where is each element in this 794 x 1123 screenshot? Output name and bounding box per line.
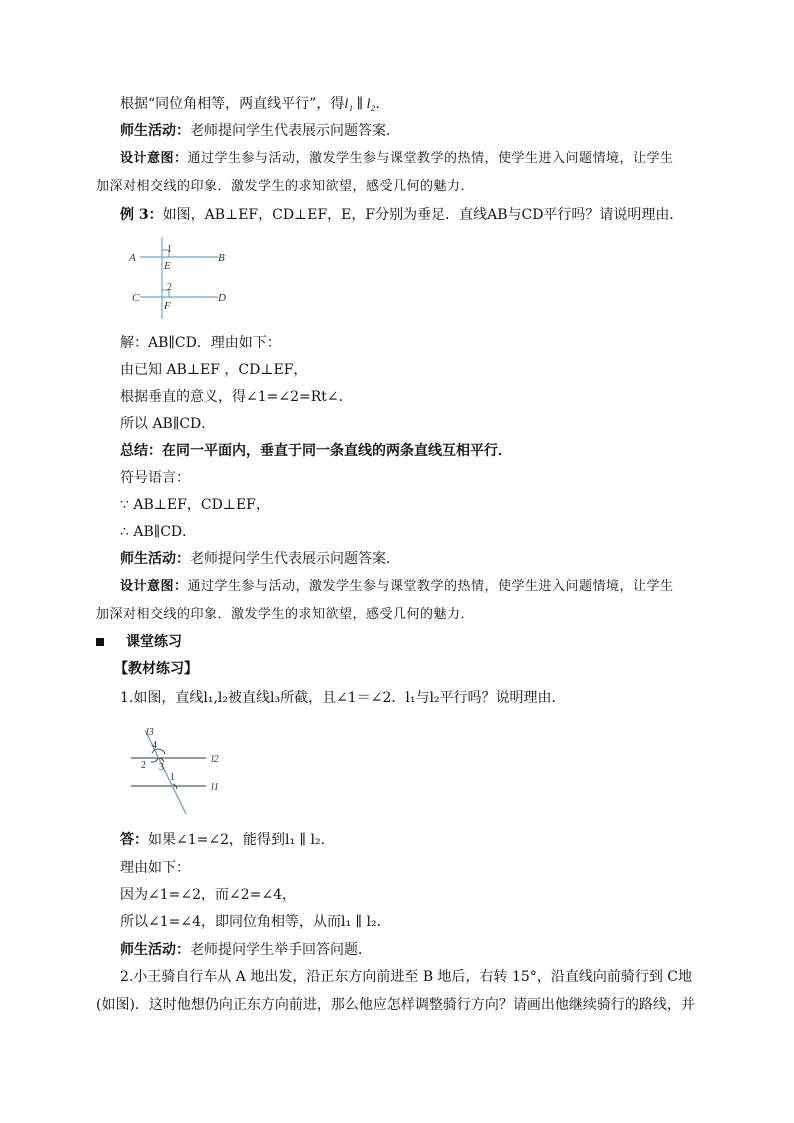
angle-4-label: 4 — [152, 740, 157, 751]
teacher-student-activity-2: 师生活动：老师提问学生代表展示问题答案． — [120, 551, 400, 567]
line-l1-label: l1 — [211, 782, 219, 793]
point-E-label: E — [164, 260, 171, 272]
angle-1-label: 1 — [167, 244, 172, 255]
angle-2-label: 2 — [141, 760, 146, 771]
design-intent-1: 设计意图：通过学生参与活动，激发学生参与课堂教学的热情，使学生进入问题情境，让学生 — [120, 151, 674, 166]
square-bullet-icon — [96, 638, 104, 646]
point-F-label: F — [164, 300, 171, 312]
angle-2-label: 2 — [167, 282, 172, 293]
example-3: 例 3：如图，AB⊥EF，CD⊥EF，E，F分别为垂足．直线AB与CD平行吗？请说明理由． — [120, 207, 684, 223]
symbol-line-1: ∵ AB⊥EF，CD⊥EF， — [120, 497, 270, 513]
design-intent-2-cont: 加深对相交线的印象．激发学生的求知欲望，感受几何的魅力． — [96, 607, 475, 622]
point-A-label: A — [129, 252, 136, 264]
angle-1-label: 1 — [170, 772, 175, 783]
design-intent-2: 设计意图：通过学生参与活动，激发学生参与课堂教学的热情，使学生进入问题情境，让学生 — [120, 579, 674, 594]
figure-perpendicular-lines — [126, 235, 246, 335]
solution-line-2: 由已知 AB⊥EF ，CD⊥EF， — [120, 362, 308, 378]
point-B-label: B — [218, 252, 225, 264]
solution-line-1: 解：AB∥CD．理由如下： — [120, 335, 281, 351]
line-l3-label: l3 — [146, 727, 154, 738]
design-intent-1-cont: 加深对相交线的印象．激发学生的求知欲望，感受几何的魅力． — [96, 179, 475, 194]
symbol-line-2: ∴ AB∥CD． — [120, 524, 197, 540]
teacher-student-activity-3: 师生活动：老师提问学生举手回答问题． — [120, 942, 372, 958]
textbook-exercise-title: 【教材练习】 — [114, 661, 198, 677]
point-C-label: C — [132, 292, 140, 304]
reason-line-3: 所以∠1=∠4，即同位角相等，从而l₁ ∥ l₂. — [120, 914, 382, 930]
question-2-line-1: 2.小王骑自行车从 A 地出发，沿正东方向前进至 B 地后，右转 15°，沿直线向前骑行到 C地 — [120, 969, 692, 985]
summary: 总结：在同一平面内，垂直于同一条直线的两条直线互相平行． — [120, 443, 512, 459]
question-2-line-2: (如图)．这时他想仍向正东方向前进，那么他应怎样调整骑行方向？请画出他继续骑行的路线，并 — [96, 997, 695, 1013]
angle-3-label: 3 — [159, 762, 164, 773]
paragraph-conclusion: 根据“同位角相等，两直线平行”，得l₁ ∥ l₂. — [120, 96, 380, 112]
symbol-language-title: 符号语言： — [120, 470, 190, 486]
point-D-label: D — [218, 292, 226, 304]
figure-transversal-lines — [128, 718, 248, 818]
teacher-student-activity-1: 师生活动：老师提问学生代表展示问题答案． — [120, 123, 400, 139]
reason-line-1: 理由如下： — [120, 860, 190, 876]
solution-line-3: 根据垂直的意义，得∠1=∠2=Rt∠． — [120, 389, 353, 405]
question-1: 1.如图，直线l₁,l₂被直线l₃所截，且∠1＝∠2．l₁与l₂平行吗？说明理由． — [120, 690, 566, 706]
line-l2-label: l2 — [211, 754, 219, 765]
reason-line-2: 因为∠1=∠2，而∠2=∠4， — [120, 887, 297, 903]
answer: 答：如果∠1=∠2，能得到l₁ ∥ l₂. — [120, 832, 326, 848]
solution-line-4: 所以 AB∥CD． — [120, 416, 216, 432]
section-heading: 课堂练习 — [96, 632, 182, 652]
